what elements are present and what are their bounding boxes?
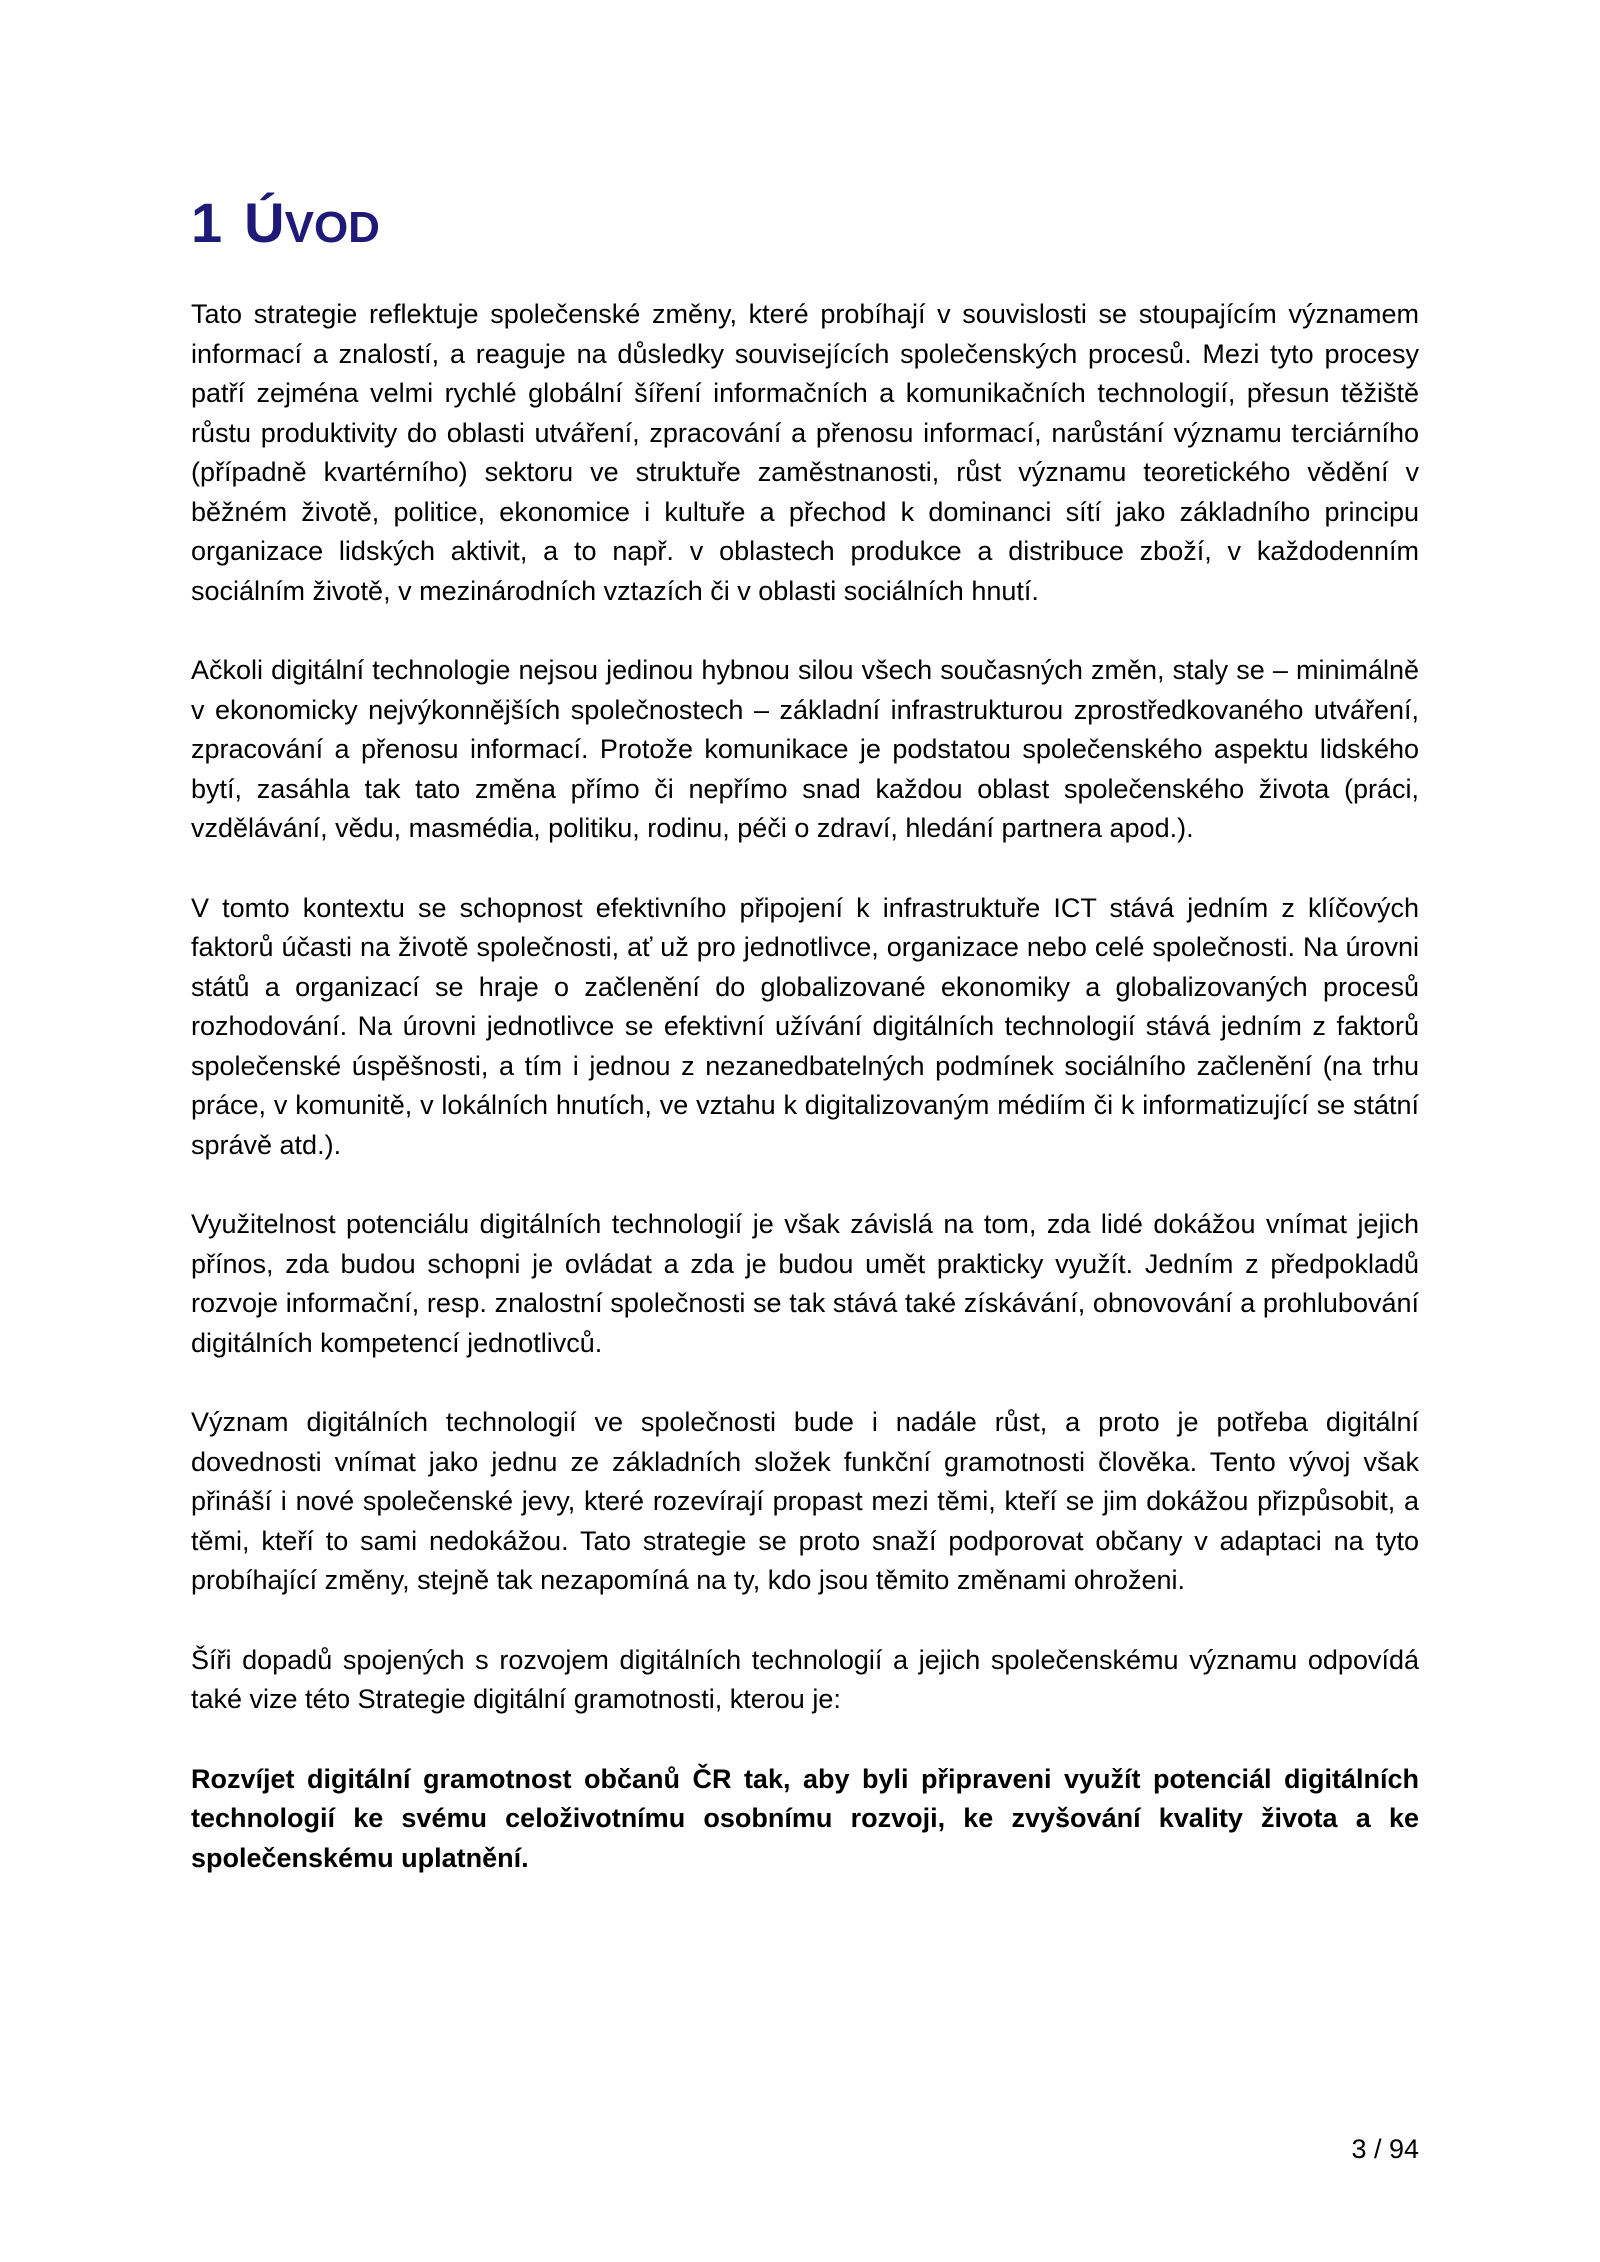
section-title-initial: Ú (244, 191, 285, 254)
section-number: 1 (191, 191, 223, 254)
paragraph-2: Ačkoli digitální technologie nejsou jedinou hybnou silou všech současných změn, staly se – minimálně v ekonomicky nejvýkonnějších společnostech – základní infrastrukturou zprostředkovaného utváření, zpracování a přenosu informací. Protože komunikace je podstatou společenského aspektu lidského bytí, zasáhla tak tato změna přímo či nepřímo snad každou oblast společenského života (práci, vzdělávání, vědu, masmédia, politiku, rodinu, péči o zdraví, hledání partnera apod.). (191, 655, 1419, 843)
section-title-rest: VOD (284, 203, 380, 252)
page-number: 3 / 94 (1351, 2134, 1419, 2164)
paragraph-5: Význam digitálních technologií ve společnosti bude i nadále růst, a proto je potřeba digitální dovednosti vnímat jako jednu ze základních složek funkční gramotnosti člověka. Tento vývoj však přináší i nové společenské jevy, které rozevírají propast mezi těmi, kteří se jim dokážou přizpůsobit, a těmi, kteří to sami nedokážou. Tato strategie se proto snaží podporovat občany v adaptaci na tyto probíhající změny, stejně tak nezapomíná na ty, kdo jsou těmito změnami ohroženi. (191, 1407, 1419, 1595)
body-text (191, 295, 1419, 1918)
paragraph-4: Využitelnost potenciálu digitálních technologií je však závislá na tom, zda lidé dokážou vnímat jejich přínos, zda budou schopni je ovládat a zda je budou umět prakticky využít. Jedním z předpokladů rozvoje informační, resp. znalostní společnosti se tak stává také získávání, obnovování a prohlubování digitálních kompetencí jednotlivců. (191, 1209, 1419, 1358)
paragraph-3: V tomto kontextu se schopnost efektivního připojení k infrastruktuře ICT stává jedním z klíčových faktorů účasti na životě společnosti, ať už pro jednotlivce, organizace nebo celé společnosti. Na úrovni států a organizací se hraje o začlenění do globalizované ekonomiky a globalizovaných procesů rozhodování. Na úrovni jednotlivce se efektivní užívání digitálních technologií stává jedním z faktorů společenské úspěšnosti, a tím i jednou z nezanedbatelných podmínek sociálního začlenění (na trhu práce, v komunitě, v lokálních hnutích, ve vztahu k digitalizovaným médiím či k informatizující se státní správě atd.). (191, 892, 1419, 1160)
paragraph-6: Šíři dopadů spojených s rozvojem digitálních technologií a jejich společenskému významu odpovídá také vize této Strategie digitální gramotnosti, kterou je: (191, 1644, 1419, 1714)
vision-statement: Rozvíjet digitální gramotnost občanů ČR tak, aby byli připraveni využít potenciál digitálních technologií ke svému celoživotnímu osobnímu rozvoji, ke zvyšování kvality života a ke společenskému uplatnění. (191, 1763, 1419, 1873)
paragraph-1: Tato strategie reflektuje společenské změny, které probíhají v souvislosti se stoupajícím významem informací a znalostí, a reaguje na důsledky souvisejících společenských procesů. Mezi tyto procesy patří zejména velmi rychlé globální šíření informačních a komunikačních technologií, přesun těžiště růstu produktivity do oblasti utváření, zpracování a přenosu informací, narůstání významu terciárního (případně kvartérního) sektoru ve struktuře zaměstnanosti, růst významu teoretického vědění v běžném životě, politice, ekonomice i kultuře a přechod k dominanci sítí jako základního principu organizace lidských aktivit, a to např. v oblastech produkce a distribuce zboží, v každodenním sociálním životě, v mezinárodních vztazích či v oblasti sociálních hnutí. (191, 299, 1419, 606)
section-heading (191, 188, 380, 263)
